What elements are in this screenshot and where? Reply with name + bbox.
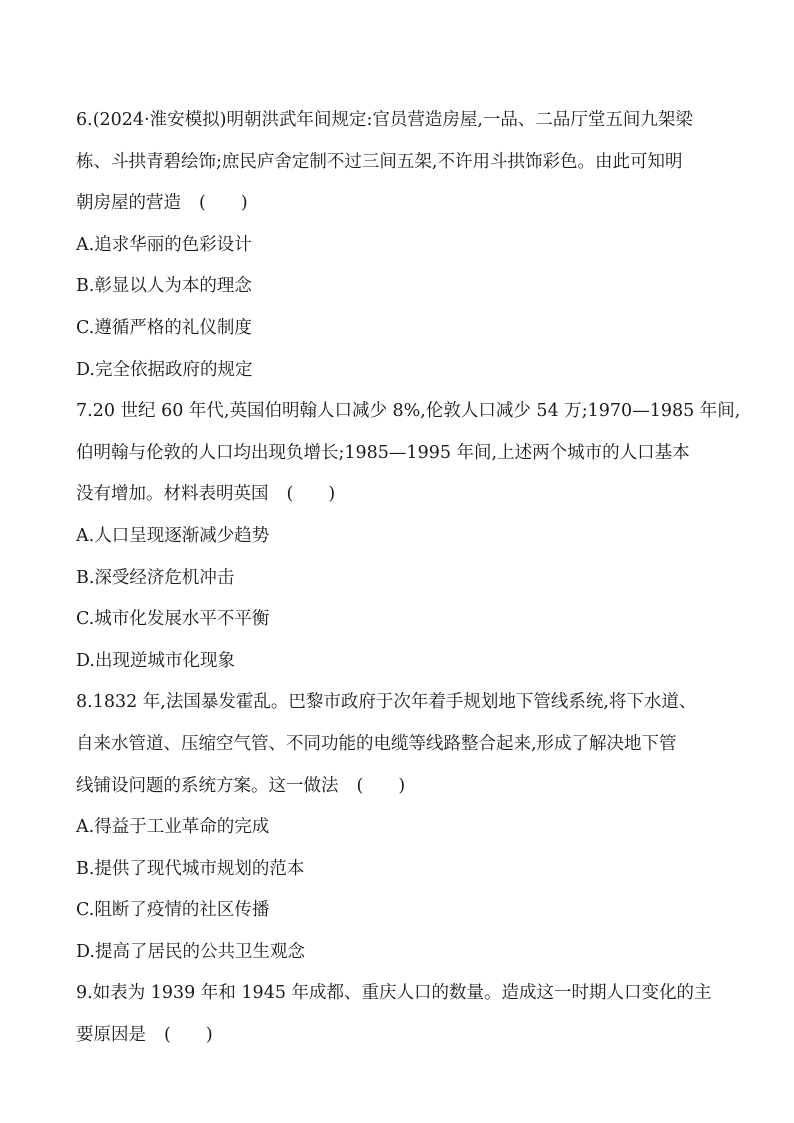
question-6-stem-line-3 <box>76 183 726 225</box>
question-7-stem-line-1: 7.20 世纪 60 年代,英国伯明翰人口减少 8%,伦敦人口减少 54 万;1970—1985 年间, <box>76 401 741 422</box>
question-6-option-a: A.追求华丽的色彩设计 <box>76 234 252 255</box>
question-9-stem-line-1: 9.如表为 1939 年和 1945 年成都、重庆人口的数量。造成这一时期人口变化的主 <box>76 983 712 1004</box>
question-7 <box>76 391 741 682</box>
question-6-stem-line-2: 栋、斗拱青碧绘饰;庶民庐舍定制不过三间五架,不许用斗拱饰彩色。由此可知明 <box>76 151 683 172</box>
question-7-stem-line-2: 伯明翰与伦敦的人口均出现负增长;1985—1995 年间,上述两个城市的人口基本 <box>76 442 690 463</box>
question-6-answer-paren: ( ) <box>199 193 248 214</box>
question-sheet <box>76 100 741 1057</box>
question-7-option-c: C.城市化发展水平不平衡 <box>76 609 270 630</box>
question-7-option-b: B.深受经济危机冲击 <box>76 567 235 588</box>
question-6-option-d: D.完全依据政府的规定 <box>76 359 253 380</box>
question-9-answer-paren: ( ) <box>164 1025 213 1046</box>
question-8-answer-paren: ( ) <box>356 775 406 796</box>
question-6-stem-line-1: 6.(2024·淮安模拟)明朝洪武年间规定:官员营造房屋,一品、二品厅堂五间九架梁 <box>76 110 693 130</box>
question-8-stem-text: 线铺设问题的系统方案。这一做法 <box>76 775 339 796</box>
question-8-option-c: C.阻断了疫情的社区传播 <box>76 900 270 921</box>
question-8-option-d: D.提高了居民的公共卫生观念 <box>76 941 305 962</box>
question-8-stem-line-1: 8.1832 年,法国暴发霍乱。巴黎市政府于次年着手规划地下管线系统,将下水道、 <box>76 692 697 713</box>
question-6 <box>76 100 726 391</box>
question-7-answer-paren: ( ) <box>286 484 336 505</box>
question-6-stem-text: 朝房屋的营造 <box>76 193 181 214</box>
question-9-stem-text: 要原因是 <box>76 1025 146 1046</box>
question-8-stem-line-3 <box>76 766 726 808</box>
question-8 <box>76 682 726 973</box>
question-6-option-c: C.遵循严格的礼仪制度 <box>76 317 252 338</box>
question-7-option-a: A.人口呈现逐渐减少趋势 <box>76 525 270 546</box>
question-7-option-d: D.出现逆城市化现象 <box>76 650 235 671</box>
question-9-stem-line-2 <box>76 1015 726 1057</box>
question-8-stem-line-2: 自来水管道、压缩空气管、不同功能的电缆等线路整合起来,形成了解决地下管 <box>76 733 677 754</box>
question-8-option-a: A.得益于工业革命的完成 <box>76 817 270 838</box>
question-7-stem-line-3 <box>76 474 726 516</box>
question-8-option-b: B.提供了现代城市规划的范本 <box>76 858 305 879</box>
question-6-option-b: B.彰显以人为本的理念 <box>76 276 252 297</box>
question-7-stem-text: 没有增加。材料表明英国 <box>76 484 269 505</box>
question-9 <box>76 973 726 1056</box>
